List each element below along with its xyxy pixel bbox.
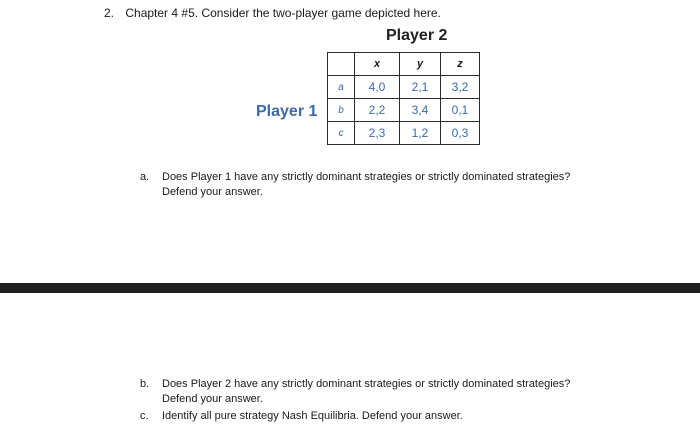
divider-bar — [0, 283, 700, 293]
row-label-b: b — [328, 99, 355, 122]
part-c-text: Identify all pure strategy Nash Equilibria. Defend your answer. — [162, 410, 463, 422]
part-b — [140, 377, 610, 407]
payoff-cell: 0,1 — [441, 99, 480, 122]
column-header-y: y — [400, 53, 441, 76]
header-row — [328, 53, 480, 76]
row-label-c: c — [328, 122, 355, 145]
question-header — [104, 6, 441, 20]
table-row — [328, 122, 480, 145]
question-number: 2. — [104, 6, 115, 20]
payoff-cell: 2,1 — [400, 76, 441, 99]
column-header-z: z — [441, 53, 480, 76]
payoff-cell: 3,2 — [441, 76, 480, 99]
player2-label: Player 2 — [386, 27, 448, 44]
part-c-letter: c. — [140, 410, 149, 422]
part-a-letter: a. — [140, 171, 150, 183]
part-a-text: Does Player 1 have any strictly dominant strategies or strictly dominated strategies? — [162, 171, 571, 183]
payoff-cell: 4,0 — [355, 76, 400, 99]
payoff-cell: 0,3 — [441, 122, 480, 145]
column-header-x: x — [355, 53, 400, 76]
corner-cell — [328, 53, 355, 76]
payoff-cell: 2,3 — [355, 122, 400, 145]
part-b-letter: b. — [140, 378, 150, 390]
table-row — [328, 99, 480, 122]
player1-label: Player 1 — [256, 103, 318, 120]
part-c — [140, 409, 610, 424]
payoff-cell: 3,4 — [400, 99, 441, 122]
part-a-text-line2: Defend your answer. — [162, 186, 263, 198]
part-b-text: Does Player 2 have any strictly dominant strategies or strictly dominated strategies? — [162, 378, 571, 390]
payoff-cell: 1,2 — [400, 122, 441, 145]
part-b-text-line2: Defend your answer. — [162, 393, 263, 405]
payoff-cell: 2,2 — [355, 99, 400, 122]
row-label-a: a — [328, 76, 355, 99]
question-title: Chapter 4 #5. Consider the two-player game depicted here. — [125, 6, 441, 20]
table-row — [328, 76, 480, 99]
payoff-matrix — [327, 52, 480, 145]
part-a — [140, 170, 610, 200]
